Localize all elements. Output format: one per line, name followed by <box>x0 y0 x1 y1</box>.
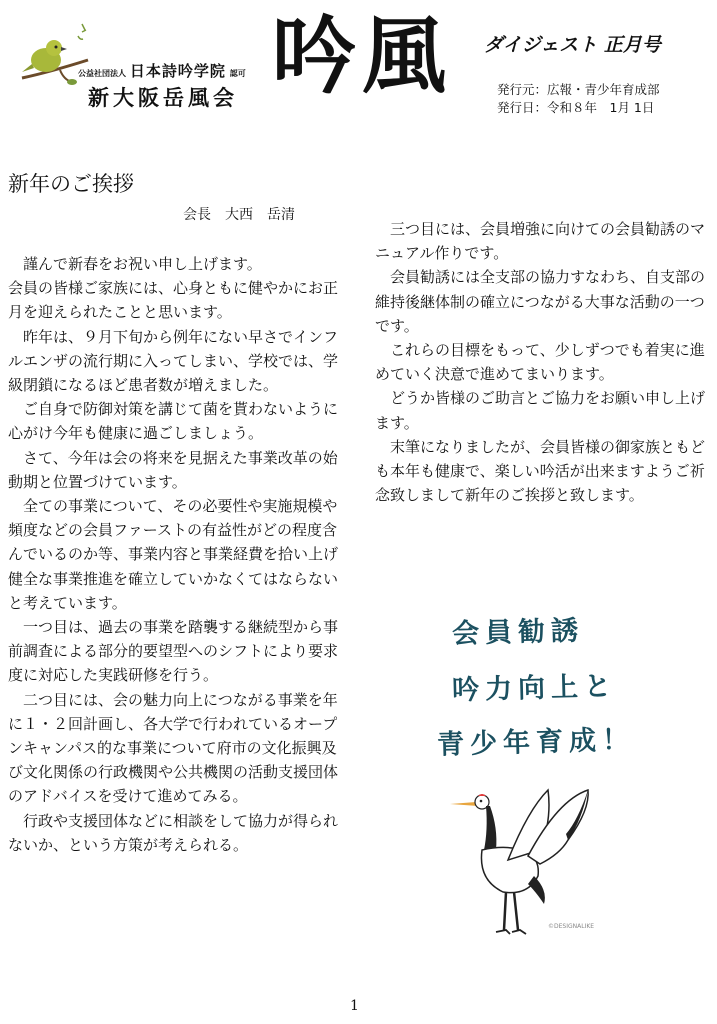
publisher-line: 発行元：広報・青少年育成部 <box>497 82 660 97</box>
paragraph: 一つ目は、過去の事業を踏襲する継続型から事前調査による部分的要望型へのシフトにより要求度に対応した実践研修を行う。 <box>8 618 339 685</box>
paragraph: ご自身で防御対策を講じて菌を貰わないように心がけ今年も健康に過ごしましょう。 <box>8 400 339 443</box>
paragraph: どうか皆様のご助言とご協力をお願い申し上げます。 <box>375 389 706 432</box>
red-crowned-crane-icon <box>448 780 598 940</box>
newsletter-title: 吟風 <box>272 6 453 105</box>
paragraph: 会員の皆様ご家族には、心身ともに健やかにお正月を迎えられたことと思います。 <box>8 279 339 322</box>
paragraph: 二つ目には、会の魅力向上につながる事業を年に１・２回計画し、各大学で行われているオープンキャンパス的な事業について府市の文化振興及び文化関係の行政機関や公共機関の活動支援団体のアドバイスを受けて進めてみる。 <box>8 690 339 806</box>
paragraph: 全ての事業について、その必要性や実施規模や頻度などの会員ファーストの有益性がどの程度含んでいるのか等、事業内容と事業経費を拾い上げ健全な事業推進を確立していかなくてはならないと考えています。 <box>8 497 339 612</box>
greeting-right-column <box>375 217 710 507</box>
paragraph: 会員勧誘には全支部の協力すなわち、自支部の維持後継体制の確立につながる大事な活動の一つです。 <box>375 268 706 335</box>
paragraph: 三つ目には、会員増強に向けての会員勧誘のマニュアル作りです。 <box>375 220 706 263</box>
organization-affiliation <box>78 60 246 81</box>
illustration-credit: ©DESIGNALIKE <box>548 923 595 930</box>
paragraph: 末筆になりましたが、会員皆様の御家族ともども本年も健康で、楽しい吟活が出来ますようご祈念致しまして新年のご挨拶と致します。 <box>375 437 706 505</box>
org-auth: 認可 <box>229 69 246 78</box>
organization-name: 新大阪岳風会 <box>88 86 238 110</box>
paragraph: 行政や支援団体などに相談をして協力が得られないか、という方策が考えられる。 <box>8 811 339 854</box>
slogan-line-2: 吟力向上と <box>451 670 618 707</box>
paragraph: 謹んで新春をお祝い申し上げます。 <box>23 255 262 273</box>
greeting-left-column <box>8 252 340 857</box>
page-number: 1 <box>350 998 359 1014</box>
slogan-line-1: 会員勧誘 <box>451 615 585 650</box>
greeting-title: 新年のご挨拶 <box>8 172 134 196</box>
org-prefix: 公益社団法人 <box>78 69 126 78</box>
greeting-author: 会長 大西 岳清 <box>183 207 295 223</box>
org-parent: 日本詩吟学院 <box>129 62 226 80</box>
paragraph: 昨年は、９月下旬から例年にない早さでインフルエンザの流行期に入ってしまい、学校では、学級閉鎖になるほど患者数が増えました。 <box>8 327 339 395</box>
paragraph: さて、今年は会の将来を見据えた事業改革の始動期と位置づけています。 <box>8 448 338 491</box>
issue-label: ダイジェスト 正月号 <box>484 34 661 56</box>
slogan-line-3: 青少年育成！ <box>436 724 636 761</box>
publish-date-line: 発行日：令和８年 1月 1日 <box>497 100 655 115</box>
paragraph: これらの目標をもって、少しずつでも着実に進めていく決意で進めてまいります。 <box>375 341 705 384</box>
